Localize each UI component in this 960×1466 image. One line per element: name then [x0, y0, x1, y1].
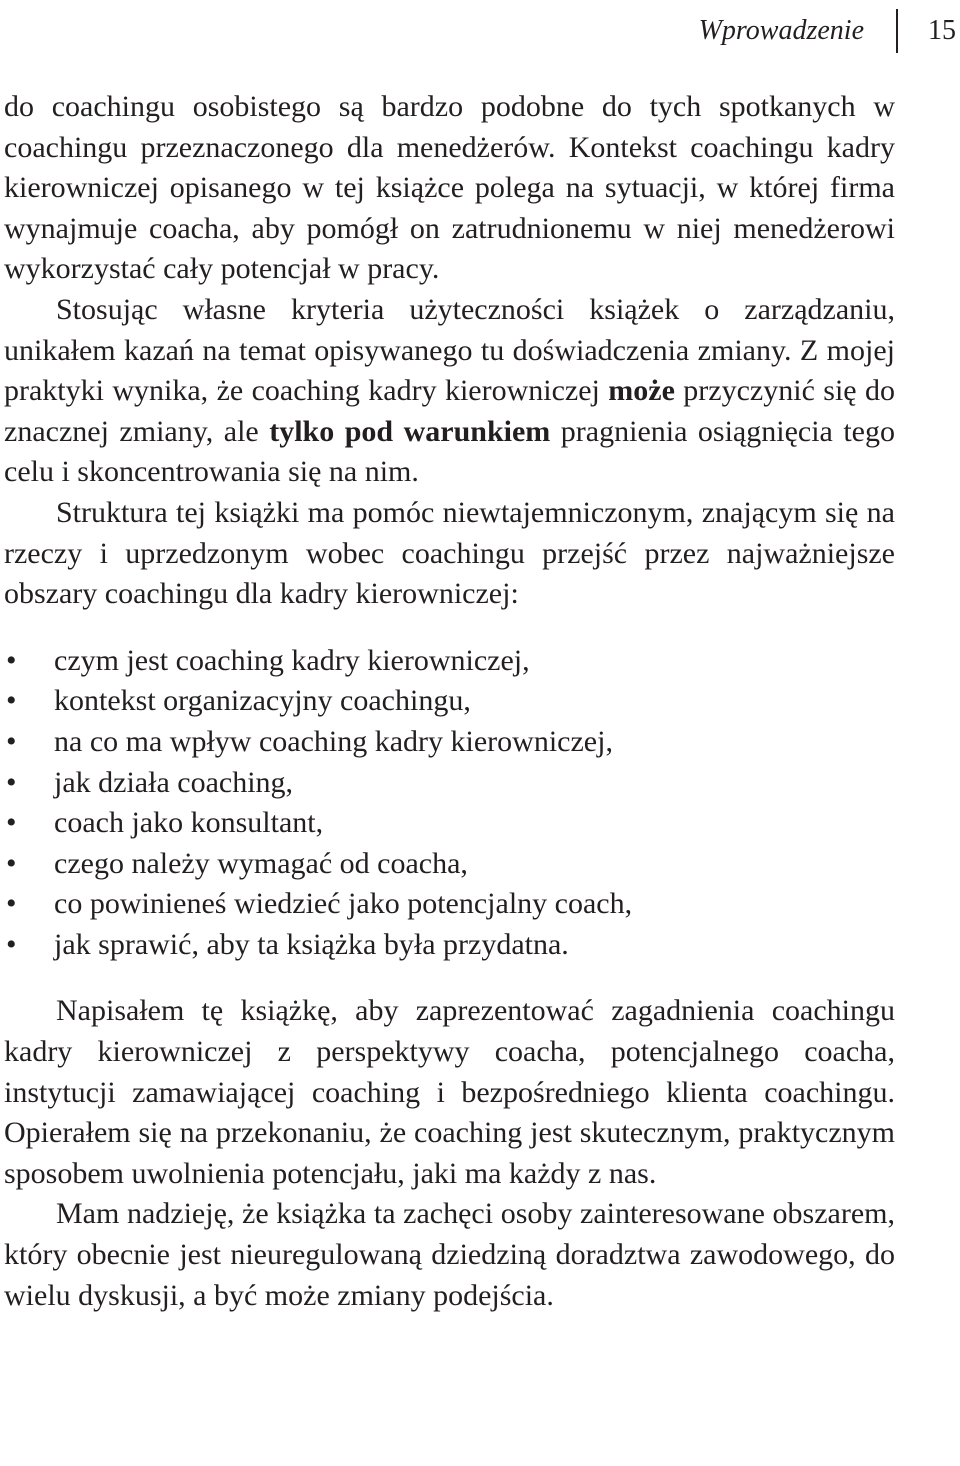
running-header [699, 8, 960, 54]
bullet-icon: • [6, 684, 17, 718]
paragraph-2 [4, 290, 895, 493]
list-item [4, 803, 895, 844]
paragraph-2-text-a: Stosując własne kryteria użyteczności książek o zarządzaniu, unikałem kazań na temat opisywanego tu doświadczenia zmiany. Z mojej praktyki wynika, że coaching kadry kierowniczej [4, 292, 895, 408]
list-item [4, 763, 895, 804]
list-item-text: jak sprawić, aby ta książka była przydatna. [54, 927, 569, 961]
list-item-text: czego należy wymagać od coacha, [54, 846, 468, 880]
paragraph-2-text-e: pragnienia osiągnięcia tego celu i skoncentrowania się na nim. [4, 414, 895, 489]
bullet-icon: • [6, 846, 17, 880]
emphasis-tylko-pod-warunkiem: tylko pod warunkiem [269, 414, 551, 448]
page-number: 15 [928, 15, 956, 46]
list-item [4, 681, 895, 722]
list-item [4, 925, 895, 966]
page-body [4, 87, 895, 1316]
list-item [4, 844, 895, 885]
list-item [4, 641, 895, 682]
list-item-text: jak działa coaching, [54, 765, 294, 799]
list-item-text: na co ma wpływ coaching kadry kierowniczej, [54, 724, 613, 758]
bullet-list [4, 641, 895, 966]
paragraph-2-text-c: przyczynić się do znacznej zmiany, ale [4, 374, 895, 448]
bullet-icon: • [6, 887, 17, 921]
list-item-text: co powinieneś wiedzieć jako potencjalny coach, [54, 887, 633, 921]
list-item-text: czym jest coaching kadry kierowniczej, [54, 643, 530, 677]
bullet-icon: • [6, 806, 17, 840]
list-item [4, 722, 895, 763]
bullet-icon: • [6, 724, 17, 758]
bullet-icon: • [6, 643, 17, 677]
bullet-icon: • [6, 927, 17, 961]
list-item-text: kontekst organizacyjny coachingu, [54, 684, 471, 718]
list-item-text: coach jako konsultant, [54, 806, 324, 840]
paragraph-4: Napisałem tę książkę, aby zaprezentować zagadnienia coachingu kadry kierowniczej z perspektywy coacha, potencjalnego coacha, instytucji zamawiającej coaching i bezpośredniego klienta coachingu. Opierałem się na przekonaniu, że coaching jest skutecznym, praktycznym sposobem uwolnienia potencjału, jaki ma każdy z nas. [4, 994, 895, 1190]
paragraph-1: do coachingu osobistego są bardzo podobne do tych spotkanych w coachingu przeznaczonego dla menedżerów. Kontekst coachingu kadry kierowniczej opisanego w tej książce polega na sytuacji, w której firma wynajmuje coacha, aby pomógł on zatrudnionemu w niej menedżerowi wykorzystać cały potencjał w pracy. [4, 90, 895, 286]
bullet-icon: • [6, 765, 17, 799]
paragraph-5: Mam nadzieję, że książka ta zachęci osoby zainteresowane obszarem, który obecnie jest nieuregulowaną dziedziną doradztwa zawodowego, do wielu dyskusji, a być może zmiany podejścia. [4, 1197, 895, 1312]
paragraph-3: Struktura tej książki ma pomóc niewtajemniczonym, znającym się na rzeczy i uprzedzonym wobec coachingu przejść przez najważniejsze obszary coachingu dla kadry kierowniczej: [4, 495, 895, 611]
running-header-title: Wprowadzenie [698, 15, 864, 46]
list-item [4, 884, 895, 925]
emphasis-moze: może [608, 374, 675, 408]
